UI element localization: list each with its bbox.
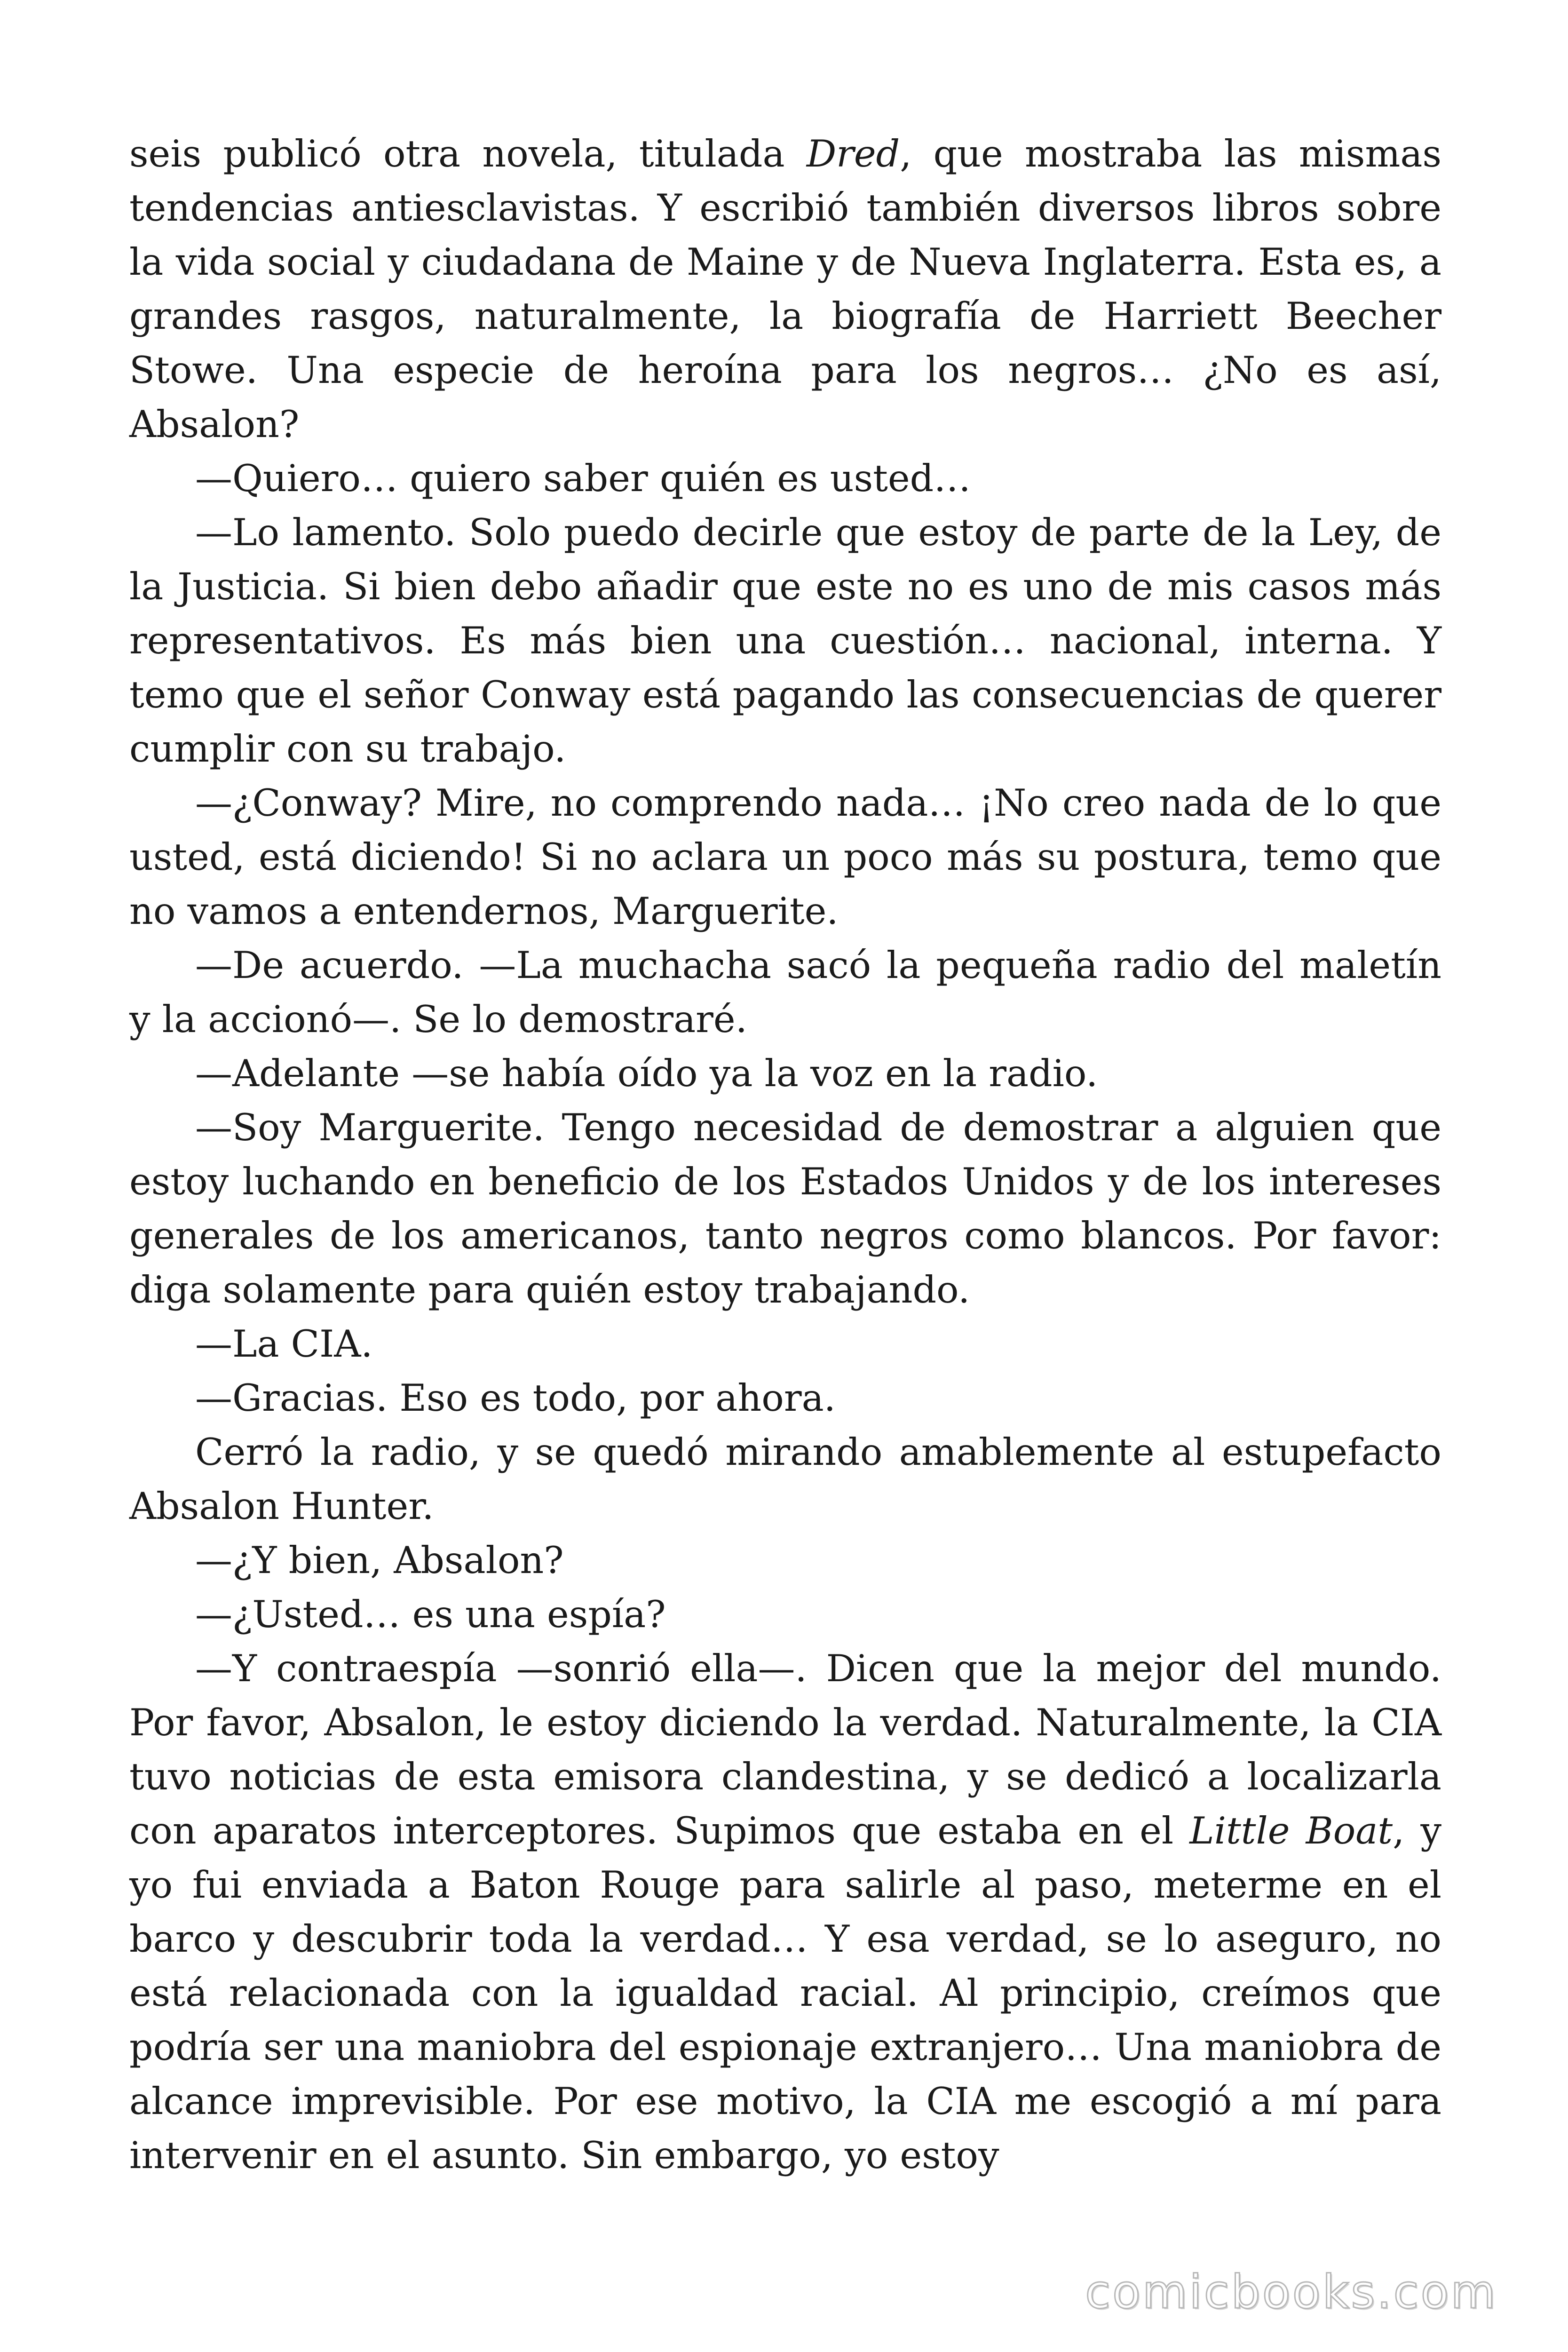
text-paragraph: [129, 1317, 1441, 1371]
italic-title-text: Little Boat: [1189, 1809, 1393, 1852]
paragraph-text: —¿Conway? Mire, no comprendo nada… ¡No creo nada de lo que usted, está diciendo! Si no aclara un poco más su postura, temo que no vamos a entendernos, Marguerite.: [129, 781, 1441, 933]
paragraph-text: —¿Usted… es una espía?: [195, 1593, 666, 1636]
text-paragraph: [129, 1588, 1441, 1642]
text-paragraph: [129, 1425, 1441, 1534]
text-paragraph: [129, 1534, 1441, 1588]
text-paragraph: [129, 1047, 1441, 1101]
paragraph-text: —Y contraespía —sonrió ella—. Dicen que la mejor del mundo. Por favor, Absalon, le estoy diciendo la verdad. Naturalmente, la CIA tuvo noticias de esta emisora clandestina, y se dedicó a localizarla con aparatos interceptores. Supimos que estaba en el: [129, 1647, 1441, 1852]
paragraph-text: —Quiero… quiero saber quién es usted…: [195, 457, 971, 500]
paragraph-text: —La CIA.: [195, 1322, 373, 1366]
text-paragraph: [129, 506, 1441, 776]
italic-title-text: Dred: [806, 132, 900, 175]
text-paragraph: [129, 452, 1441, 506]
text-paragraph: [129, 127, 1441, 452]
paragraph-text: Cerró la radio, y se quedó mirando amablemente al estupefacto Absalon Hunter.: [129, 1430, 1441, 1528]
paragraph-text: , que mostraba las mismas tendencias antiesclavistas. Y escribió también diversos libros sobre la vida social y ciudadana de Maine y de Nueva Inglaterra. Esta es, a grandes rasgos, naturalmente, la biografía de Harriett Beecher Stowe. Una especie de heroína para los negros… ¿No es así, Absalon?: [129, 132, 1441, 446]
paragraph-text: —Adelante —se había oído ya la voz en la radio.: [195, 1052, 1098, 1095]
book-page-body: [129, 127, 1441, 2183]
text-paragraph: [129, 938, 1441, 1047]
paragraph-text: —Soy Marguerite. Tengo necesidad de demostrar a alguien que estoy luchando en beneficio de los Estados Unidos y de los intereses generales de los americanos, tanto negros como blancos. Por favor: diga solamente para quién estoy trabajando.: [129, 1106, 1441, 1311]
text-paragraph: [129, 1371, 1441, 1425]
paragraph-text: —Gracias. Eso es todo, por ahora.: [195, 1376, 836, 1420]
paragraph-text: seis publicó otra novela, titulada: [129, 132, 807, 175]
text-paragraph: [129, 776, 1441, 938]
paragraph-text: —¿Y bien, Absalon?: [195, 1539, 564, 1582]
text-paragraph: [129, 1101, 1441, 1317]
watermark-logo: comicbooks.com: [1085, 2265, 1497, 2319]
paragraph-text: , y yo fui enviada a Baton Rouge para salirle al paso, meterme en el barco y descubrir toda la verdad… Y esa verdad, se lo aseguro, no está relacionada con la igualdad racial. Al principio, creímos que podría ser una maniobra del espionaje extranjero… Una maniobra de alcance imprevisible. Por ese motivo, la CIA me escogió a mí para intervenir en el asunto. Sin embargo, yo estoy: [129, 1809, 1441, 2177]
text-paragraph: [129, 1642, 1441, 2183]
paragraph-text: —Lo lamento. Solo puedo decirle que estoy de parte de la Ley, de la Justicia. Si bien debo añadir que este no es uno de mis casos más representativos. Es más bien una cuestión… nacional, interna. Y temo que el señor Conway está pagando las consecuencias de querer cumplir con su trabajo.: [129, 511, 1441, 771]
paragraph-text: —De acuerdo. —La muchacha sacó la pequeña radio del maletín y la accionó—. Se lo demostraré.: [129, 944, 1441, 1041]
